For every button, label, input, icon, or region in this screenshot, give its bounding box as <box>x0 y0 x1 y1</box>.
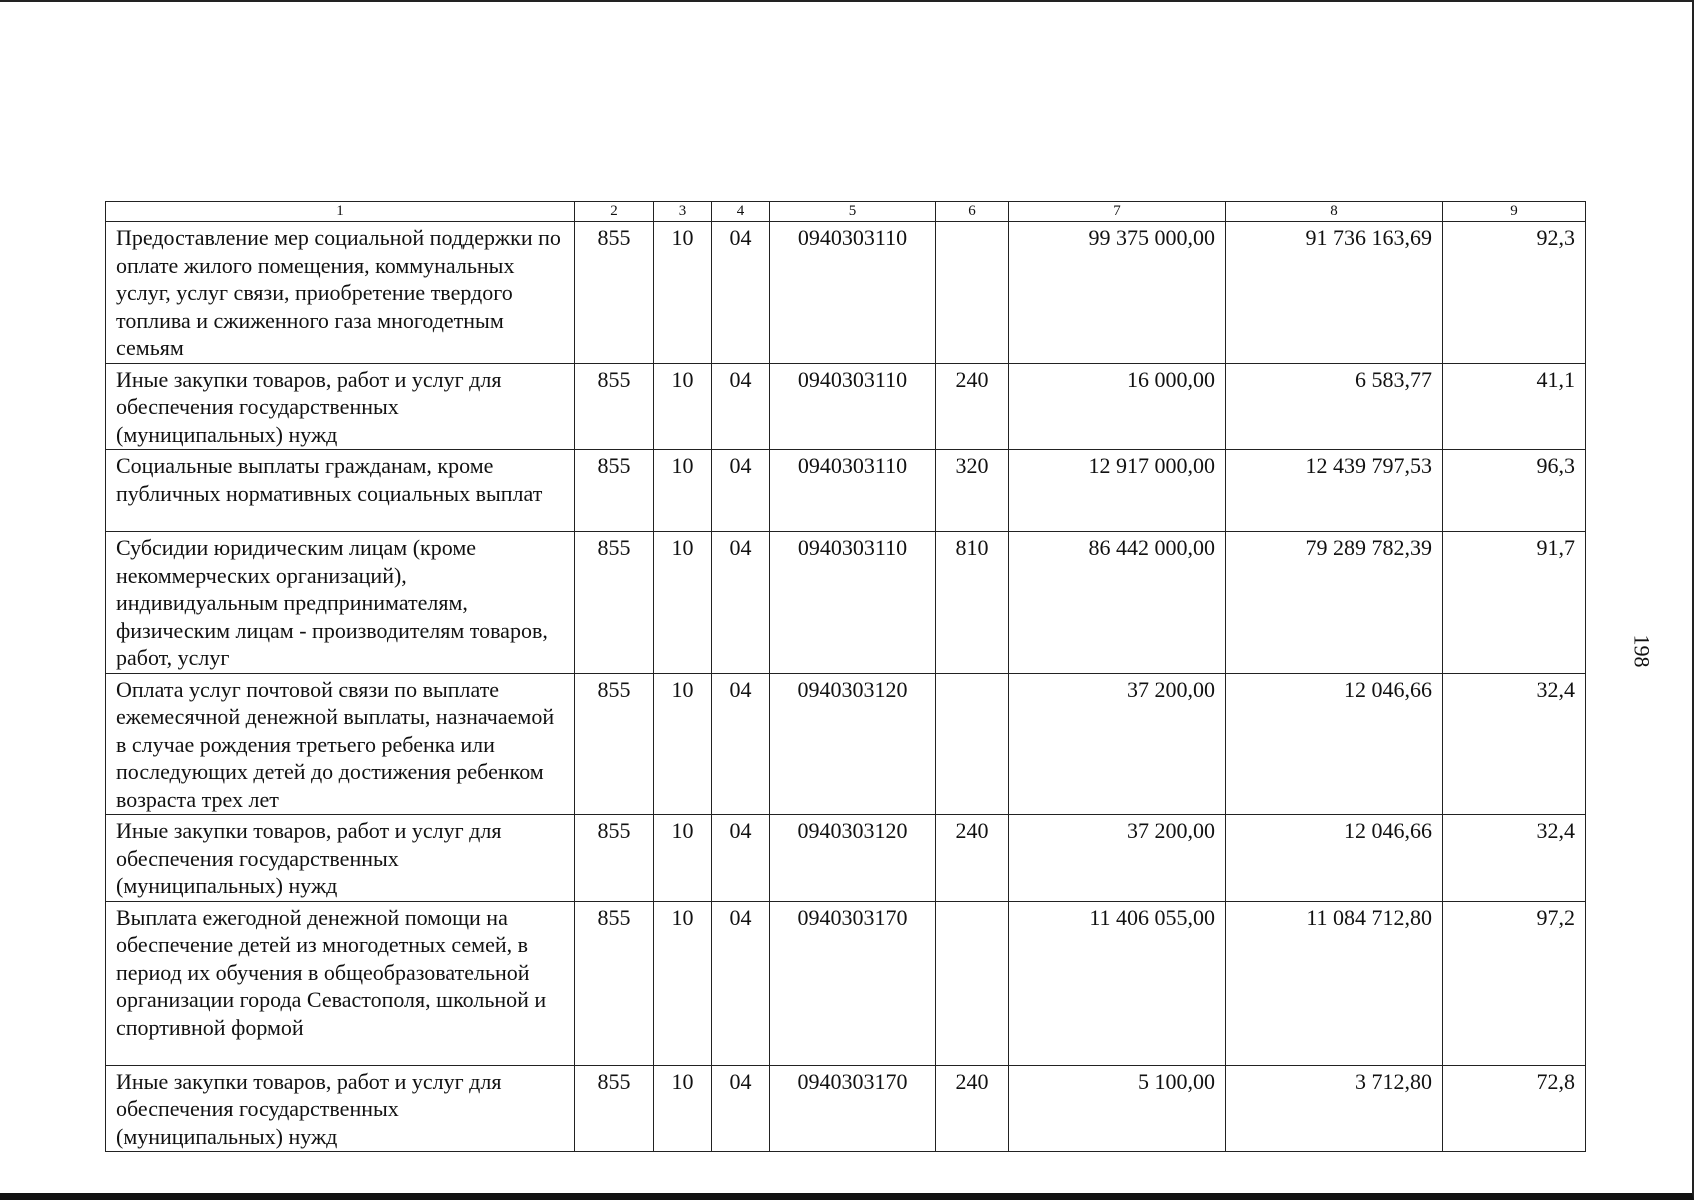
cell-section: 10 <box>654 450 712 532</box>
column-header-8: 8 <box>1226 202 1443 222</box>
column-header-7: 7 <box>1009 202 1226 222</box>
cell-subsection: 04 <box>712 815 770 902</box>
cell-subsection: 04 <box>712 450 770 532</box>
cell-expense-type: 810 <box>936 532 1009 674</box>
cell-expense-type: 240 <box>936 815 1009 902</box>
cell-percent: 32,4 <box>1443 815 1586 902</box>
cell-admin-code: 855 <box>575 673 654 815</box>
cell-expense-type: 240 <box>936 363 1009 450</box>
cell-subsection: 04 <box>712 673 770 815</box>
cell-admin-code: 855 <box>575 222 654 364</box>
cell-actual-amount: 91 736 163,69 <box>1226 222 1443 364</box>
cell-plan-amount: 12 917 000,00 <box>1009 450 1226 532</box>
cell-expense-type: 240 <box>936 1065 1009 1152</box>
cell-actual-amount: 12 046,66 <box>1226 815 1443 902</box>
row-name: Социальные выплаты гражданам, кроме публичных нормативных социальных выплат <box>106 450 575 532</box>
cell-plan-amount: 5 100,00 <box>1009 1065 1226 1152</box>
cell-expense-type <box>936 222 1009 364</box>
cell-target-article: 0940303110 <box>770 363 936 450</box>
column-header-1: 1 <box>106 202 575 222</box>
cell-section: 10 <box>654 815 712 902</box>
cell-target-article: 0940303170 <box>770 1065 936 1152</box>
table-row <box>106 1065 1586 1152</box>
row-name: Иные закупки товаров, работ и услуг для обеспечения государственных (муниципальных) нужд <box>106 815 575 902</box>
cell-admin-code: 855 <box>575 363 654 450</box>
cell-percent: 91,7 <box>1443 532 1586 674</box>
cell-section: 10 <box>654 1065 712 1152</box>
cell-admin-code: 855 <box>575 450 654 532</box>
column-header-6: 6 <box>936 202 1009 222</box>
cell-target-article: 0940303110 <box>770 450 936 532</box>
cell-plan-amount: 37 200,00 <box>1009 673 1226 815</box>
row-name: Субсидии юридическим лицам (кроме некоммерческих организаций), индивидуальным предпринимателям, физическим лицам - производителям товаров, работ, услуг <box>106 532 575 674</box>
cell-target-article: 0940303170 <box>770 901 936 1065</box>
cell-percent: 97,2 <box>1443 901 1586 1065</box>
cell-actual-amount: 3 712,80 <box>1226 1065 1443 1152</box>
row-name: Предоставление мер социальной поддержки по оплате жилого помещения, коммунальных услуг, услуг связи, приобретение твердого топлива и сжиженного газа многодетным семьям <box>106 222 575 364</box>
cell-percent: 41,1 <box>1443 363 1586 450</box>
table-row <box>106 363 1586 450</box>
cell-target-article: 0940303110 <box>770 532 936 674</box>
table-row <box>106 901 1586 1065</box>
cell-actual-amount: 6 583,77 <box>1226 363 1443 450</box>
cell-section: 10 <box>654 363 712 450</box>
table-row <box>106 532 1586 674</box>
cell-actual-amount: 11 084 712,80 <box>1226 901 1443 1065</box>
column-number-row <box>106 202 1586 222</box>
cell-target-article: 0940303120 <box>770 815 936 902</box>
cell-target-article: 0940303110 <box>770 222 936 364</box>
cell-expense-type <box>936 901 1009 1065</box>
page-number: 198 <box>1629 634 1655 668</box>
cell-plan-amount: 37 200,00 <box>1009 815 1226 902</box>
cell-actual-amount: 12 046,66 <box>1226 673 1443 815</box>
cell-actual-amount: 12 439 797,53 <box>1226 450 1443 532</box>
table-row <box>106 673 1586 815</box>
column-header-4: 4 <box>712 202 770 222</box>
cell-subsection: 04 <box>712 222 770 364</box>
cell-target-article: 0940303120 <box>770 673 936 815</box>
cell-subsection: 04 <box>712 363 770 450</box>
cell-percent: 32,4 <box>1443 673 1586 815</box>
cell-admin-code: 855 <box>575 815 654 902</box>
cell-plan-amount: 11 406 055,00 <box>1009 901 1226 1065</box>
table-row <box>106 815 1586 902</box>
cell-expense-type <box>936 673 1009 815</box>
cell-admin-code: 855 <box>575 532 654 674</box>
row-name: Оплата услуг почтовой связи по выплате ежемесячной денежной выплаты, назначаемой в случае рождения третьего ребенка или последующих детей до достижения ребенком возраста трех лет <box>106 673 575 815</box>
cell-subsection: 04 <box>712 1065 770 1152</box>
cell-subsection: 04 <box>712 901 770 1065</box>
column-header-5: 5 <box>770 202 936 222</box>
cell-section: 10 <box>654 222 712 364</box>
cell-percent: 96,3 <box>1443 450 1586 532</box>
budget-table <box>105 201 1586 1152</box>
row-name: Выплата ежегодной денежной помощи на обеспечение детей из многодетных семей, в период их обучения в общеобразовательной организации города Севастополя, школьной и спортивной формой <box>106 901 575 1065</box>
cell-percent: 92,3 <box>1443 222 1586 364</box>
row-name: Иные закупки товаров, работ и услуг для обеспечения государственных (муниципальных) нужд <box>106 1065 575 1152</box>
table-row <box>106 222 1586 364</box>
cell-section: 10 <box>654 532 712 674</box>
column-header-3: 3 <box>654 202 712 222</box>
column-header-9: 9 <box>1443 202 1586 222</box>
column-header-2: 2 <box>575 202 654 222</box>
cell-admin-code: 855 <box>575 901 654 1065</box>
cell-admin-code: 855 <box>575 1065 654 1152</box>
cell-percent: 72,8 <box>1443 1065 1586 1152</box>
row-name: Иные закупки товаров, работ и услуг для обеспечения государственных (муниципальных) нужд <box>106 363 575 450</box>
cell-plan-amount: 16 000,00 <box>1009 363 1226 450</box>
cell-actual-amount: 79 289 782,39 <box>1226 532 1443 674</box>
cell-section: 10 <box>654 673 712 815</box>
cell-plan-amount: 99 375 000,00 <box>1009 222 1226 364</box>
cell-subsection: 04 <box>712 532 770 674</box>
cell-plan-amount: 86 442 000,00 <box>1009 532 1226 674</box>
cell-expense-type: 320 <box>936 450 1009 532</box>
cell-section: 10 <box>654 901 712 1065</box>
table-row <box>106 450 1586 532</box>
